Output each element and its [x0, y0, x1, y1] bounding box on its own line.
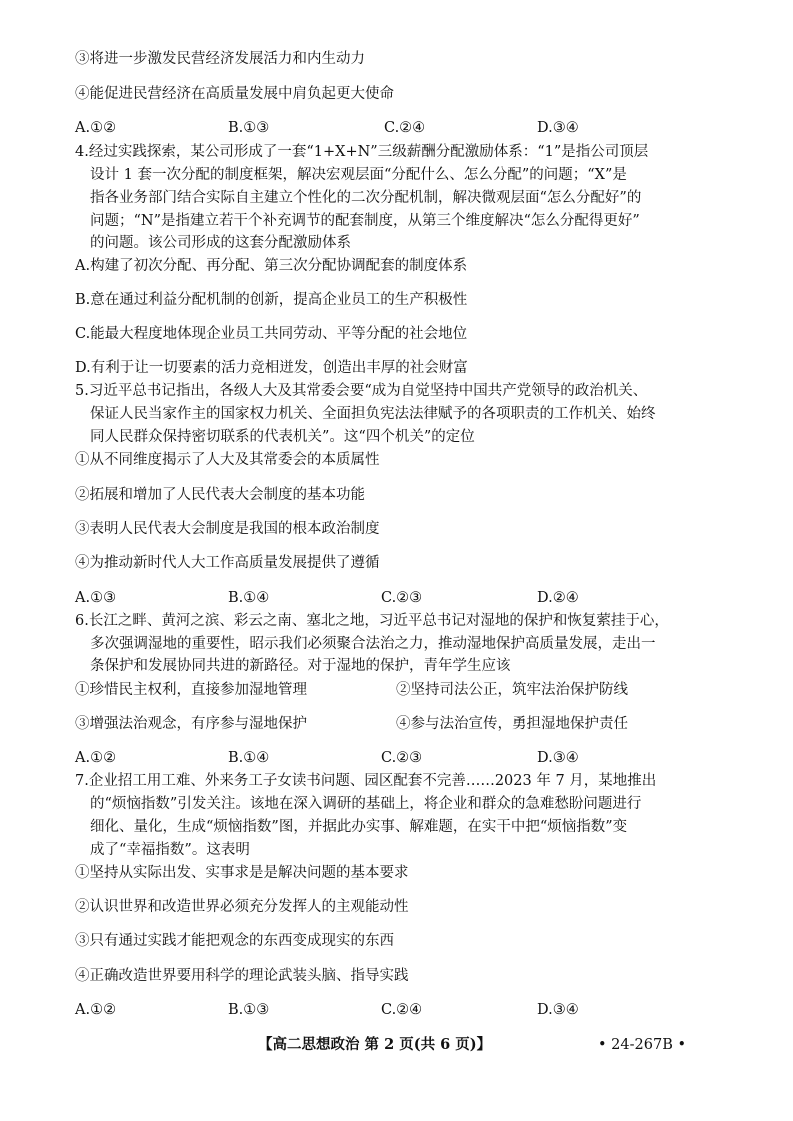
q7-statement-4: ④正确改造世界要用科学的理论武装头脑、指导实践: [75, 968, 409, 984]
q6-stem-line-1: 6.长江之畔、黄河之滨、彩云之南、塞北之地，习近平总书记对湿地的保护和恢复萦挂于心，: [75, 613, 669, 629]
q6-option-c: C.②③: [381, 750, 423, 766]
q4-stem-line-2: 设计 1 套一次分配的制度框架，解决宏观层面“分配什么、怎么分配”的问题；“X”是: [90, 167, 627, 183]
q6-statement-4: ④参与法治宣传，勇担湿地保护责任: [396, 716, 628, 732]
q7-statement-3: ③只有通过实践才能把观念的东西变成现实的东西: [75, 933, 394, 949]
q7-stem-line-1: 7.企业招工用工难、外来务工子女读书问题、园区配套不完善……2023 年 7 月，某地推出: [75, 773, 657, 789]
q3-option-d: D.③④: [537, 120, 579, 136]
q6-option-d: D.③④: [537, 750, 579, 766]
q5-statement-2: ②拓展和增加了人民代表大会制度的基本功能: [75, 487, 365, 503]
q5-statement-4: ④为推动新时代人大工作高质量发展提供了遵循: [75, 555, 380, 571]
q6-statement-1: ①珍惜民主权利，直接参加湿地管理: [75, 682, 307, 698]
q6-stem-line-3: 条保护和发展协同共进的新路径。对于湿地的保护，青年学生应该: [90, 658, 511, 674]
q5-statement-1: ①从不同维度揭示了人大及其常委会的本质属性: [75, 452, 380, 468]
q7-stem-line-3: 细化、量化，生成“烦恼指数”图，并据此办实事、解难题，在实干中把“烦恼指数”变: [90, 819, 628, 835]
q4-stem-line-5: 的问题。该公司形成的这套分配激励体系: [90, 235, 351, 251]
q5-stem-line-2: 保证人民当家作主的国家权力机关、全面担负宪法法律赋予的各项职责的工作机关、始终: [90, 406, 656, 422]
q6-statement-2: ②坚持司法公正，筑牢法治保护防线: [396, 682, 628, 698]
q5-statement-3: ③表明人民代表大会制度是我国的根本政治制度: [75, 521, 380, 537]
q7-option-c: C.②④: [381, 1002, 423, 1018]
q7-option-b: B.①③: [228, 1002, 270, 1018]
q3-option-a: A.①②: [75, 120, 117, 136]
page-footer-code: • 24-267B •: [598, 1037, 687, 1053]
page-footer-title: 【高二思想政治 第 2 页(共 6 页)】: [258, 1036, 492, 1053]
q3-statement-3: ③将进一步激发民营经济发展活力和内生动力: [75, 51, 365, 67]
q5-option-d: D.②④: [537, 590, 579, 606]
q5-option-a: A.①③: [75, 590, 117, 606]
q6-option-a: A.①②: [75, 750, 117, 766]
q4-choice-c: C.能最大程度地体现企业员工共同劳动、平等分配的社会地位: [75, 326, 468, 342]
q4-stem-line-4: 问题；“N”是指建立若干个补充调节的配套制度，从第三个维度解决“怎么分配得更好”: [90, 213, 640, 229]
q7-stem-line-2: 的“烦恼指数”引发关注。该地在深入调研的基础上，将企业和群众的急难愁盼问题进行: [90, 796, 642, 812]
q6-stem-line-2: 多次强调湿地的重要性，昭示我们必须聚合法治之力，推动湿地保护高质量发展，走出一: [90, 636, 656, 652]
q7-stem-line-4: 成了“幸福指数”。这表明: [90, 842, 250, 858]
q4-choice-a: A.构建了初次分配、再分配、第三次分配协调配套的制度体系: [75, 258, 468, 274]
q3-option-b: B.①③: [228, 120, 270, 136]
q4-stem-line-3: 指各业务部门结合实际自主建立个性化的二次分配机制，解决微观层面“怎么分配好”的: [90, 190, 642, 206]
q4-stem-line-1: 4.经过实践探索，某公司形成了一套“1+X+N”三级薪酬分配激励体系：“1”是指公司顶层: [75, 144, 649, 160]
q7-statement-2: ②认识世界和改造世界必须充分发挥人的主观能动性: [75, 899, 409, 915]
q7-statement-1: ①坚持从实际出发、实事求是是解决问题的基本要求: [75, 865, 409, 881]
q6-statement-3: ③增强法治观念，有序参与湿地保护: [75, 716, 307, 732]
q7-option-a: A.①②: [75, 1002, 117, 1018]
q4-choice-d: D.有利于让一切要素的活力竞相迸发，创造出丰厚的社会财富: [75, 360, 468, 376]
q5-option-c: C.②③: [381, 590, 423, 606]
q4-choice-b: B.意在通过利益分配机制的创新，提高企业员工的生产积极性: [75, 292, 468, 308]
q5-stem-line-1: 5.习近平总书记指出，各级人大及其常委会要“成为自觉坚持中国共产党领导的政治机关、: [75, 383, 648, 399]
q3-statement-4: ④能促进民营经济在高质量发展中肩负起更大使命: [75, 86, 394, 102]
q5-stem-line-3: 同人民群众保持密切联系的代表机关”。这“四个机关”的定位: [90, 429, 475, 445]
q6-option-b: B.①④: [228, 750, 270, 766]
q5-option-b: B.①④: [228, 590, 270, 606]
q7-option-d: D.③④: [537, 1002, 579, 1018]
q3-option-c: C.②④: [384, 120, 426, 136]
